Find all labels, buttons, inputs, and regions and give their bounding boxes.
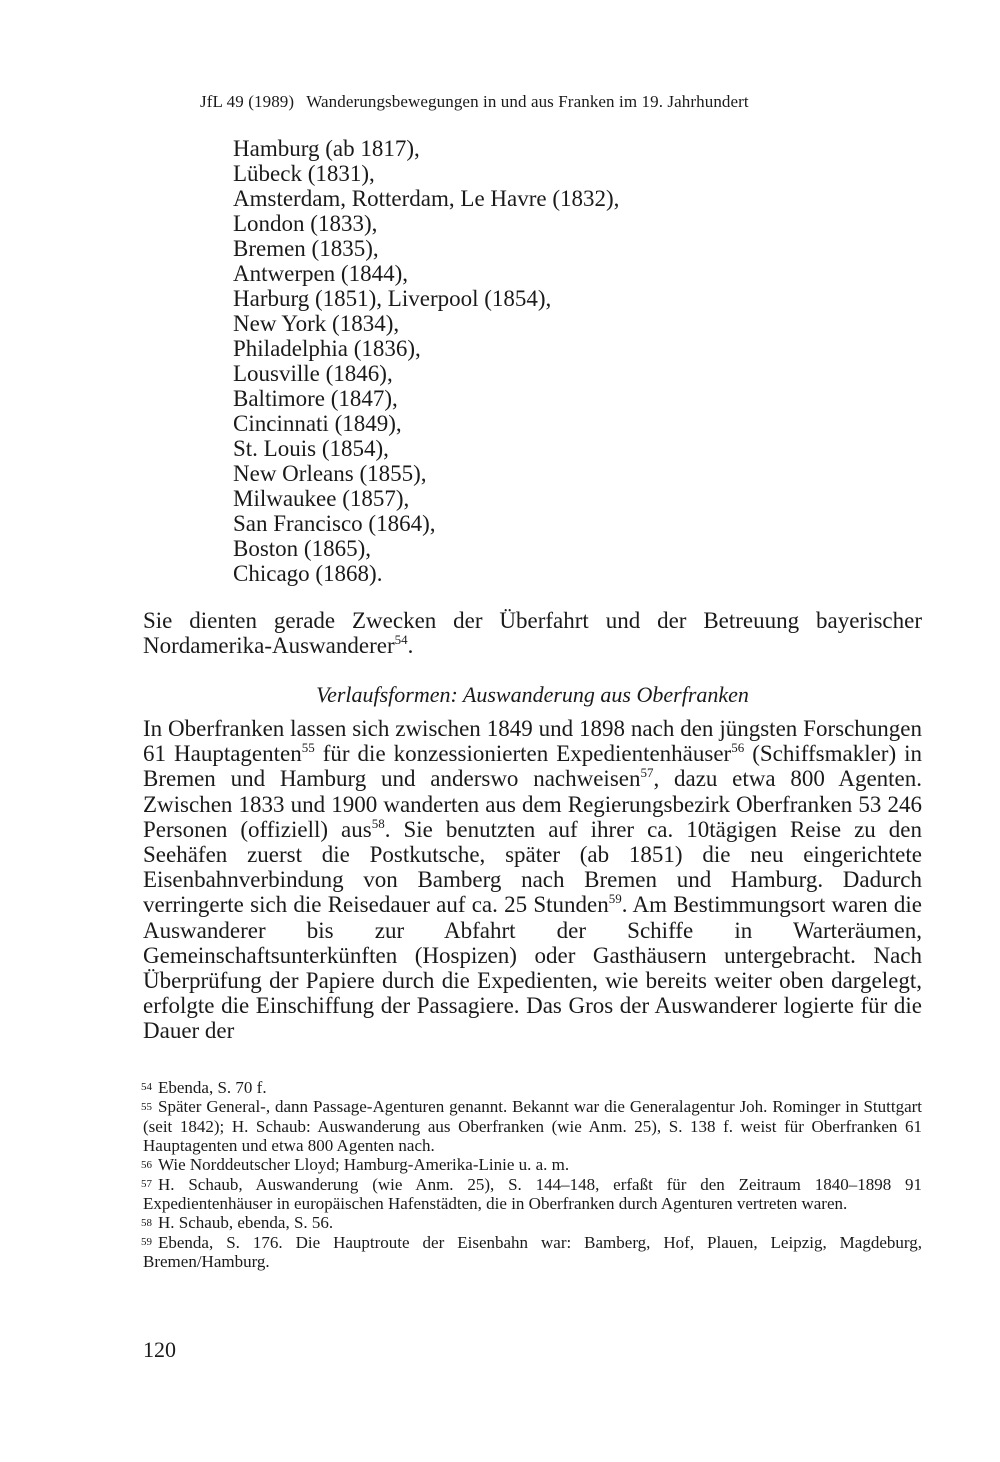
footnotes [143, 1078, 922, 1272]
footnote-text: H. Schaub, ebenda, S. 56. [158, 1213, 334, 1233]
paragraph-1 [143, 608, 922, 658]
footnote-text: Ebenda, S. 176. Die Hauptroute der Eisenbahn war: Bamberg, Hof, Plauen, Leipzig, Magdeburg, Bremen/Hamburg. [143, 1232, 922, 1272]
footnote-ref-54[interactable]: 54 [394, 632, 408, 648]
list-item: Bremen (1835), [233, 236, 379, 261]
footnote-ref-57[interactable]: 57 [640, 765, 654, 781]
footnote-ref-55[interactable]: 55 [301, 740, 315, 756]
port-list [233, 136, 619, 586]
footnote-number: 59 [141, 1236, 152, 1249]
list-item: Lübeck (1831), [233, 161, 375, 186]
list-item: New York (1834), [233, 311, 400, 336]
footnote [143, 1213, 922, 1232]
list-item: St. Louis (1854), [233, 436, 389, 461]
paragraph-1-text: Sie dienten gerade Zwecken der Überfahrt und der Betreuung bayerischer Nordamerika-Auswanderer [143, 608, 922, 659]
footnote [143, 1175, 922, 1214]
list-item: Hamburg (ab 1817), [233, 136, 420, 161]
footnote-number: 57 [141, 1178, 152, 1191]
paragraph-2-text: für die konzessionierten Expedientenhäuser [314, 741, 732, 767]
section-heading: Verlaufsformen: Auswanderung aus Oberfranken [316, 682, 749, 707]
list-item: London (1833), [233, 211, 378, 236]
footnote-number: 58 [141, 1216, 152, 1229]
footnote-ref-56[interactable]: 56 [731, 740, 745, 756]
article-title: Wanderungsbewegungen in und aus Franken im 19. Jahrhundert [306, 92, 749, 111]
list-item: Harburg (1851), Liverpool (1854), [233, 286, 552, 311]
footnote [143, 1078, 922, 1097]
list-item: Boston (1865), [233, 536, 371, 561]
paragraph-1-end: . [407, 633, 414, 659]
list-item: New Orleans (1855), [233, 461, 427, 486]
list-item: Baltimore (1847), [233, 386, 398, 411]
list-item: Philadelphia (1836), [233, 336, 421, 361]
list-item: Milwaukee (1857), [233, 486, 410, 511]
list-item: Chicago (1868). [233, 561, 383, 586]
footnote-text: Später General-, dann Passage-Agenturen genannt. Bekannt war die Generalagentur Joh. Rominger in Stuttgart (seit 1842); H. Schaub: Auswanderung aus Oberfranken (wie Anm. 25), S. 138 f. weist für Oberfranken 61 Hauptagenten und etwa 800 Agenten nach. [143, 1097, 922, 1156]
journal-reference: JfL 49 (1989) [200, 92, 295, 111]
list-item: Lousville (1846), [233, 361, 393, 386]
footnote [143, 1155, 922, 1174]
footnote-number: 56 [141, 1158, 152, 1171]
footnote-text: Wie Norddeutscher Lloyd; Hamburg-Amerika-Linie u. a. m. [158, 1155, 570, 1175]
list-item: Antwerpen (1844), [233, 261, 409, 286]
list-item: Cincinnati (1849), [233, 411, 402, 436]
paragraph-2-text: . Am Bestimmungsort waren die Auswanderer bis zur Abfahrt der Schiffe in Warteräumen, Gemeinschaftsunterkünften (Hospizen) oder Gasthäusern untergebracht. Nach Überprüfung der Papiere durch die Expedienten, wie bereits weiter oben dargelegt, erfolgte die Einschiffung der Passagiere. Das Gros der Auswanderer logierte für die Dauer der [143, 892, 922, 1044]
paragraph-2-text: In Oberfranken lassen sich zwischen 1849 und 1898 nach den jüngsten Forschungen 61 Hauptagenten [143, 716, 922, 767]
paragraph-2-text: (Schiffsmakler) in Bremen und Hamburg und anderswo nachweisen [143, 741, 923, 792]
footnote-number: 55 [141, 1100, 152, 1113]
footnote-text: Ebenda, S. 70 f. [158, 1078, 267, 1097]
list-item: Amsterdam, Rotterdam, Le Havre (1832), [233, 186, 620, 211]
paragraph-2-text: . Sie benutzten auf ihrer ca. 10tägigen Reise zu den Seehäfen zuerst die Postkutsche, später (ab 1851) die neu eingerichtete Eisenbahnverbindung von Bamberg nach Bremen und Hamburg. Dadurch verringerte sich die Reisedauer auf ca. 25 Stunden [143, 816, 922, 918]
footnote-ref-58[interactable]: 58 [371, 815, 385, 831]
running-head [200, 92, 749, 112]
paragraph-2-text: , dazu etwa 800 Agenten. Zwischen 1833 und 1900 wanderten aus dem Regierungsbezirk Oberfranken 53 246 Personen (offiziell) aus [143, 766, 923, 842]
list-item: San Francisco (1864), [233, 511, 436, 536]
paragraph-2 [143, 716, 922, 1044]
footnote [143, 1097, 922, 1155]
footnote-ref-59[interactable]: 59 [608, 891, 622, 907]
footnote-text: H. Schaub, Auswanderung (wie Anm. 25), S. 144–148, erfaßt für den Zeitraum 1840–1898 91 Expedientenhäuser in europäischen Hafenstädten, die in Oberfranken durch Agenturen vertreten waren. [143, 1174, 922, 1214]
page-number: 120 [143, 1337, 176, 1362]
footnote [143, 1233, 922, 1272]
footnote-number: 54 [141, 1081, 152, 1094]
